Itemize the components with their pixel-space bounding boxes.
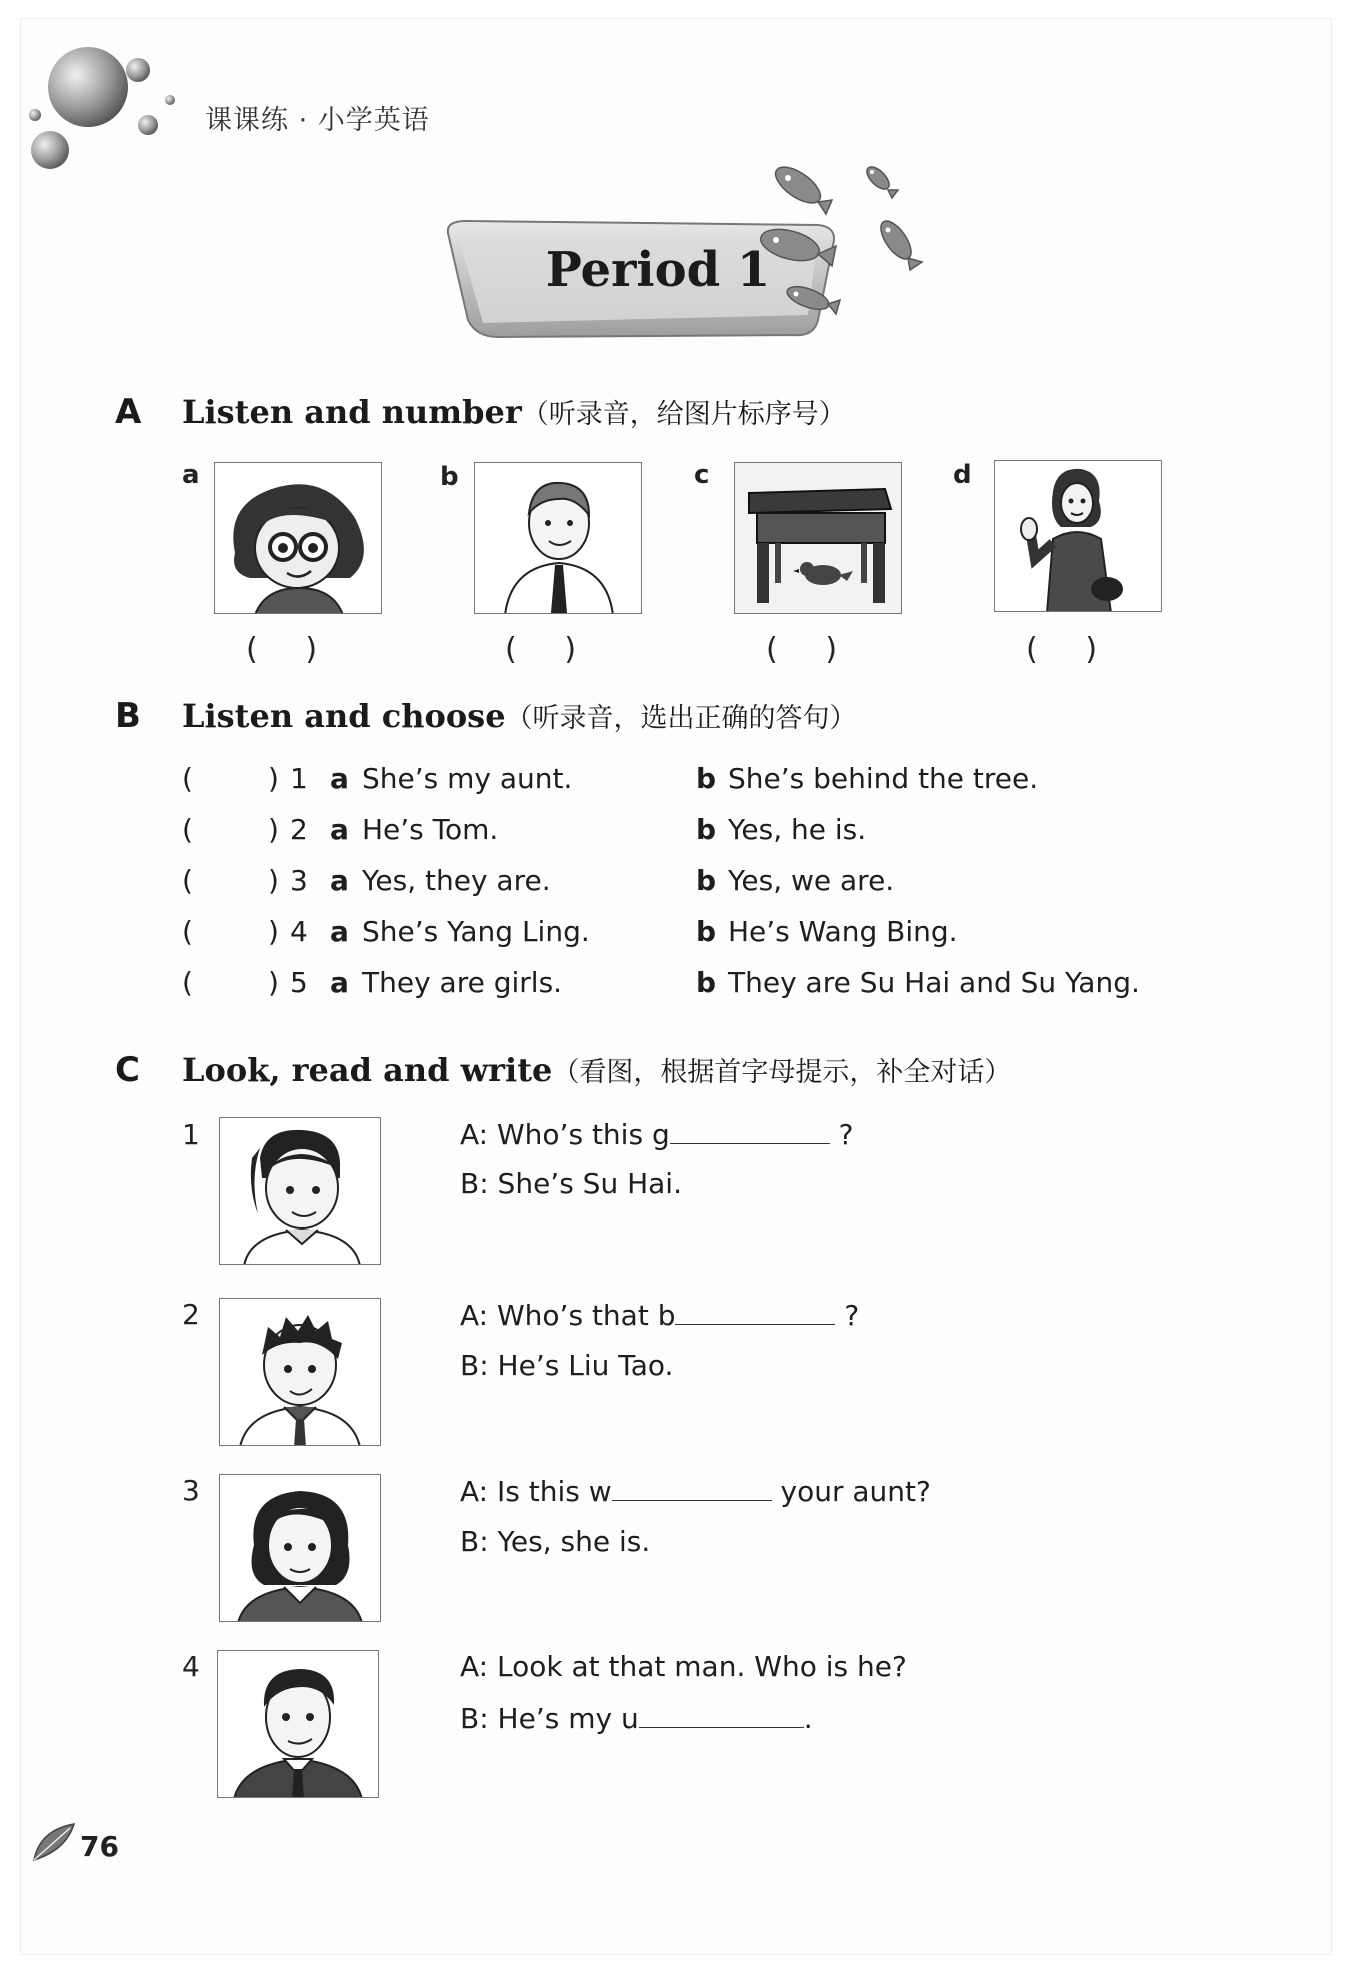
answer-blank-a[interactable]: ( ) [246, 632, 318, 667]
section-a-title [182, 392, 846, 431]
choose-item-5 [182, 966, 1140, 999]
option-b-letter: b [696, 762, 717, 795]
answer-blank-c[interactable]: ( ) [766, 632, 838, 667]
answer-bracket-close: ) [268, 915, 279, 948]
dialog-text: A: Is this w [460, 1475, 612, 1508]
option-b-letter: b [696, 813, 717, 846]
option-a-letter: a [330, 966, 349, 999]
item-number: 5 [290, 966, 308, 999]
option-b-letter: b [696, 864, 717, 897]
answer-blank-b[interactable]: ( ) [505, 632, 577, 667]
picture-label-b: b [440, 462, 459, 492]
answer-bracket-close: ) [268, 762, 279, 795]
option-b-text: They are Su Hai and Su Yang. [728, 966, 1140, 999]
choose-item-1 [182, 762, 1039, 795]
fill-in-blank[interactable] [670, 1117, 830, 1144]
leaf-icon [30, 1820, 80, 1865]
answer-bracket-close: ) [268, 966, 279, 999]
dialog-text: your aunt? [771, 1475, 931, 1508]
picture-girl-ponytail [219, 1117, 381, 1265]
dialog-1-line-b [460, 1167, 682, 1200]
section-b-title-cn: （听录音，选出正确的答句） [505, 703, 857, 734]
boy-spiky-hair-illustration [220, 1299, 381, 1446]
dialog-text: A: Who’s that b [460, 1299, 676, 1332]
dialog-4-line-b [460, 1701, 813, 1735]
dialog-4-line-a [460, 1650, 907, 1683]
section-c-title-cn: （看图，根据首字母提示，补全对话） [552, 1057, 1012, 1088]
section-b-letter: B [115, 696, 141, 736]
item-number: 2 [290, 813, 308, 846]
fill-in-blank[interactable] [639, 1701, 804, 1728]
choose-item-3 [182, 864, 895, 897]
woman-waving-illustration [995, 461, 1162, 612]
fish-decoration [760, 150, 940, 330]
dialog-number-1: 1 [182, 1118, 200, 1151]
choose-item-2 [182, 813, 867, 846]
dialog-text: B: She’s Su Hai. [460, 1167, 682, 1200]
item-number: 3 [290, 864, 308, 897]
dialog-3-line-a [460, 1474, 931, 1508]
section-c-title-en: Look, read and write [182, 1051, 553, 1089]
picture-label-c: c [694, 460, 710, 490]
option-a-text: She’s Yang Ling. [362, 915, 590, 948]
woman-curly-hair-illustration [220, 1475, 381, 1622]
answer-bracket-close: ) [268, 864, 279, 897]
dialog-text: . [803, 1702, 813, 1735]
book-header: 课课练 · 小学英语 [205, 105, 430, 136]
picture-c-desk-bird [734, 462, 902, 614]
dialog-text: ? [829, 1118, 854, 1151]
answer-bracket-open[interactable]: ( [182, 813, 193, 846]
page-number: 76 [80, 1830, 119, 1863]
option-a-letter: a [330, 813, 349, 846]
picture-label-d: d [953, 460, 972, 490]
option-a-letter: a [330, 915, 349, 948]
man-in-suit-illustration [218, 1651, 379, 1798]
dialog-number-2: 2 [182, 1298, 200, 1331]
dialog-3-line-b [460, 1525, 650, 1558]
dialog-text: A: Look at that man. Who is he? [460, 1650, 907, 1683]
dialog-text: B: Yes, she is. [460, 1525, 651, 1558]
option-b-letter: b [696, 915, 717, 948]
option-b-text: She’s behind the tree. [728, 762, 1039, 795]
option-a-text: Yes, they are. [362, 864, 551, 897]
section-c-title [182, 1050, 1011, 1089]
answer-bracket-open[interactable]: ( [182, 762, 193, 795]
picture-man-suit [217, 1650, 379, 1798]
bubbles-decoration [20, 45, 180, 175]
section-a-title-en: Listen and number [182, 393, 522, 431]
page-title: Period 1 [545, 242, 771, 298]
dialog-number-4: 4 [182, 1650, 200, 1683]
choose-item-4 [182, 915, 958, 948]
dialog-1-line-a [460, 1117, 853, 1151]
girl-with-glasses-illustration [215, 463, 382, 614]
section-b-title-en: Listen and choose [182, 697, 506, 735]
section-c-letter: C [115, 1050, 140, 1090]
picture-b-man-tie [474, 462, 642, 614]
option-a-text: She’s my aunt. [362, 762, 573, 795]
answer-bracket-open[interactable]: ( [182, 966, 193, 999]
fill-in-blank[interactable] [675, 1298, 835, 1325]
option-a-letter: a [330, 762, 349, 795]
fill-in-blank[interactable] [612, 1474, 772, 1501]
man-with-tie-illustration [475, 463, 642, 614]
item-number: 4 [290, 915, 308, 948]
dialog-2-line-a [460, 1298, 859, 1332]
dialog-text: A: Who’s this g [460, 1118, 670, 1151]
girl-ponytail-illustration [220, 1118, 381, 1265]
answer-bracket-open[interactable]: ( [182, 915, 193, 948]
option-a-text: He’s Tom. [362, 813, 499, 846]
option-b-text: Yes, we are. [728, 864, 895, 897]
answer-bracket-open[interactable]: ( [182, 864, 193, 897]
desk-with-bird-illustration [735, 463, 902, 614]
dialog-number-3: 3 [182, 1474, 200, 1507]
dialog-text: B: He’s Liu Tao. [460, 1349, 674, 1382]
answer-blank-d[interactable]: ( ) [1026, 632, 1098, 667]
picture-d-woman-waving [994, 460, 1162, 612]
section-b-title [182, 696, 857, 735]
picture-woman-curly-hair [219, 1474, 381, 1622]
dialog-2-line-b [460, 1349, 673, 1382]
answer-bracket-close: ) [268, 813, 279, 846]
section-a-title-cn: （听录音，给图片标序号） [521, 399, 846, 430]
picture-label-a: a [182, 460, 200, 490]
option-b-letter: b [696, 966, 717, 999]
item-number: 1 [290, 762, 308, 795]
option-b-text: He’s Wang Bing. [728, 915, 958, 948]
picture-boy-spiky-hair [219, 1298, 381, 1446]
section-a-letter: A [115, 392, 142, 432]
option-b-text: Yes, he is. [728, 813, 867, 846]
dialog-text: B: He’s my u [460, 1702, 639, 1735]
picture-a-girl-glasses [214, 462, 382, 614]
option-a-text: They are girls. [362, 966, 563, 999]
option-a-letter: a [330, 864, 349, 897]
dialog-text: ? [835, 1299, 860, 1332]
